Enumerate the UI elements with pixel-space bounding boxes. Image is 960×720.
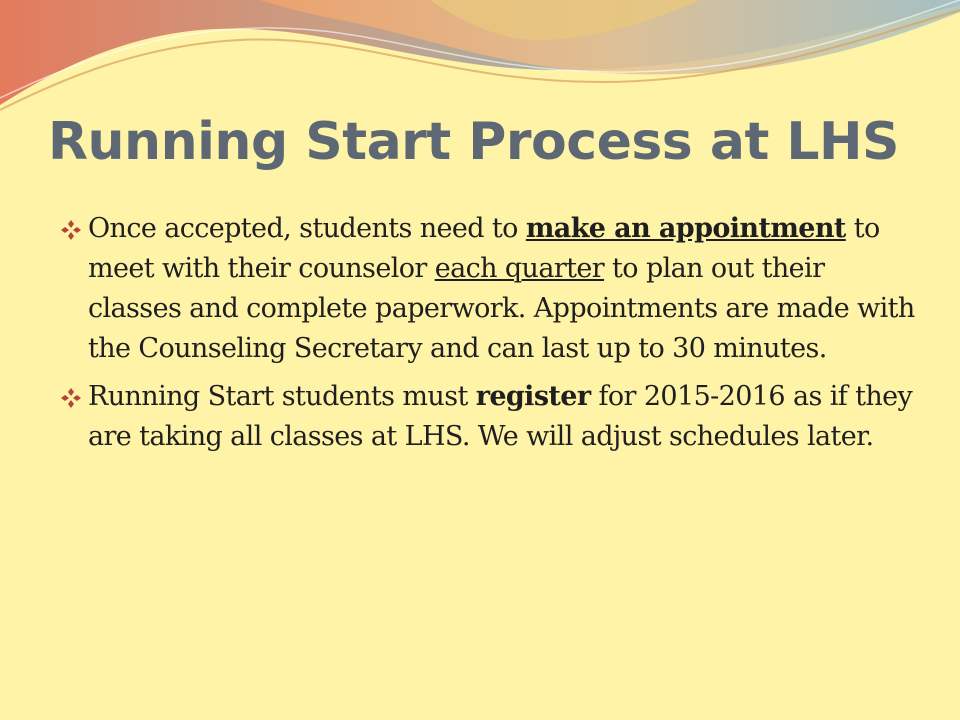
bullet-text: to plan out their classes and complete paperwork. Appointments are made with the Counseling Secretary and can last up to 30 minutes.: [88, 253, 915, 364]
bullet-item: [60, 209, 920, 369]
bullet-text: Once accepted, students need to: [88, 213, 526, 244]
diamond-bullet-icon: [60, 219, 82, 241]
bullet-list: [60, 209, 920, 465]
bullet-item: [60, 377, 920, 457]
bullet-text: Running Start students must: [88, 381, 476, 412]
bullet-emphasis: make an appointment: [525, 213, 846, 244]
diamond-bullet-icon: [60, 387, 82, 409]
bullet-text: for 2015-2016 as if they are taking all classes at LHS. We will adjust schedules later.: [88, 381, 913, 452]
bullet-bold: register: [475, 381, 591, 412]
bullet-underline: each quarter: [434, 253, 605, 284]
slide-title: Running Start Process at LHS: [48, 112, 900, 172]
top-wave-decoration: [0, 0, 960, 130]
bullet-text: to meet with their counselor: [88, 213, 880, 284]
